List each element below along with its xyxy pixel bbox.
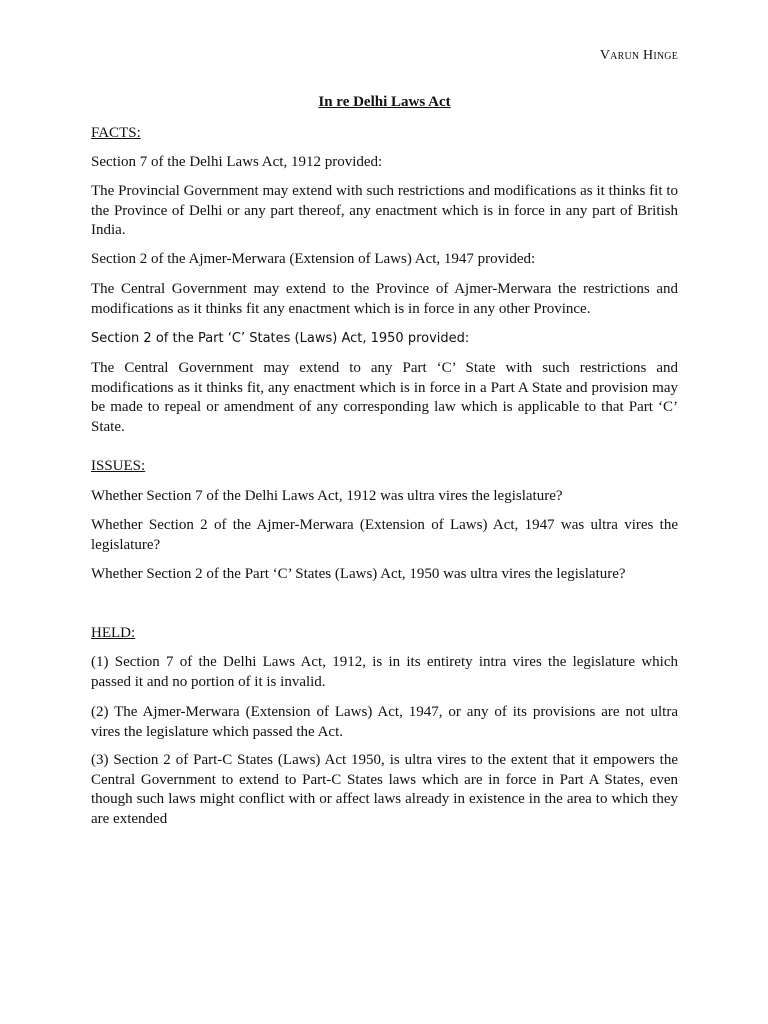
- facts-paragraph-2: The Provincial Government may extend with such restrictions and modifications as it thinks fit to the Province of Delhi or any part thereof, any enactment which is in force in any part of British India.: [91, 183, 678, 238]
- issue-item-3: Whether Section 2 of the Part ‘C’ States (Laws) Act, 1950 was ultra vires the legislature?: [91, 566, 626, 582]
- issues-heading: ISSUES:: [91, 458, 146, 474]
- held-item-2: (2) The Ajmer-Merwara (Extension of Laws) Act, 1947, or any of its provisions are not ultra vires the legislature which passed the Act.: [91, 704, 678, 740]
- held-item-3: (3) Section 2 of Part-C States (Laws) Act 1950, is ultra vires to the extent that it empowers the Central Government to extend to Part-C States laws which are in force in Part A States, even though such laws might conflict with or affect laws already in existence in the area to which they are extended: [91, 752, 678, 827]
- issue-item-1: Whether Section 7 of the Delhi Laws Act, 1912 was ultra vires the legislature?: [91, 488, 563, 504]
- page-title: In re Delhi Laws Act: [318, 94, 451, 110]
- held-heading: HELD:: [91, 625, 136, 641]
- facts-paragraph-6: The Central Government may extend to any Part ‘C’ State with such restrictions and modifications as it thinks fit, any enactment which is in force in a Part A State and provision may be made to repeal or amendment of any corresponding law which is applicable to that Part ‘C’ State.: [91, 360, 678, 435]
- author-name: Varun Hinge: [599, 48, 678, 63]
- facts-heading: FACTS:: [91, 125, 141, 141]
- held-item-1: (1) Section 7 of the Delhi Laws Act, 1912, is in its entirety intra vires the legislature which passed it and no portion of it is invalid.: [91, 654, 678, 690]
- facts-paragraph-3: Section 2 of the Ajmer-Merwara (Extension of Laws) Act, 1947 provided:: [91, 251, 536, 267]
- issue-item-2: Whether Section 2 of the Ajmer-Merwara (Extension of Laws) Act, 1947 was ultra vires the legislature?: [91, 517, 678, 553]
- facts-paragraph-5: Section 2 of the Part ‘C’ States (Laws) Act, 1950 provided:: [91, 331, 470, 346]
- document-page: [91, 0, 678, 1024]
- facts-paragraph-1: Section 7 of the Delhi Laws Act, 1912 provided:: [91, 154, 383, 170]
- facts-paragraph-4: The Central Government may extend to the Province of Ajmer-Merwara the restrictions and modifications as it thinks fit any enactment which is in force in any other Province.: [91, 281, 678, 317]
